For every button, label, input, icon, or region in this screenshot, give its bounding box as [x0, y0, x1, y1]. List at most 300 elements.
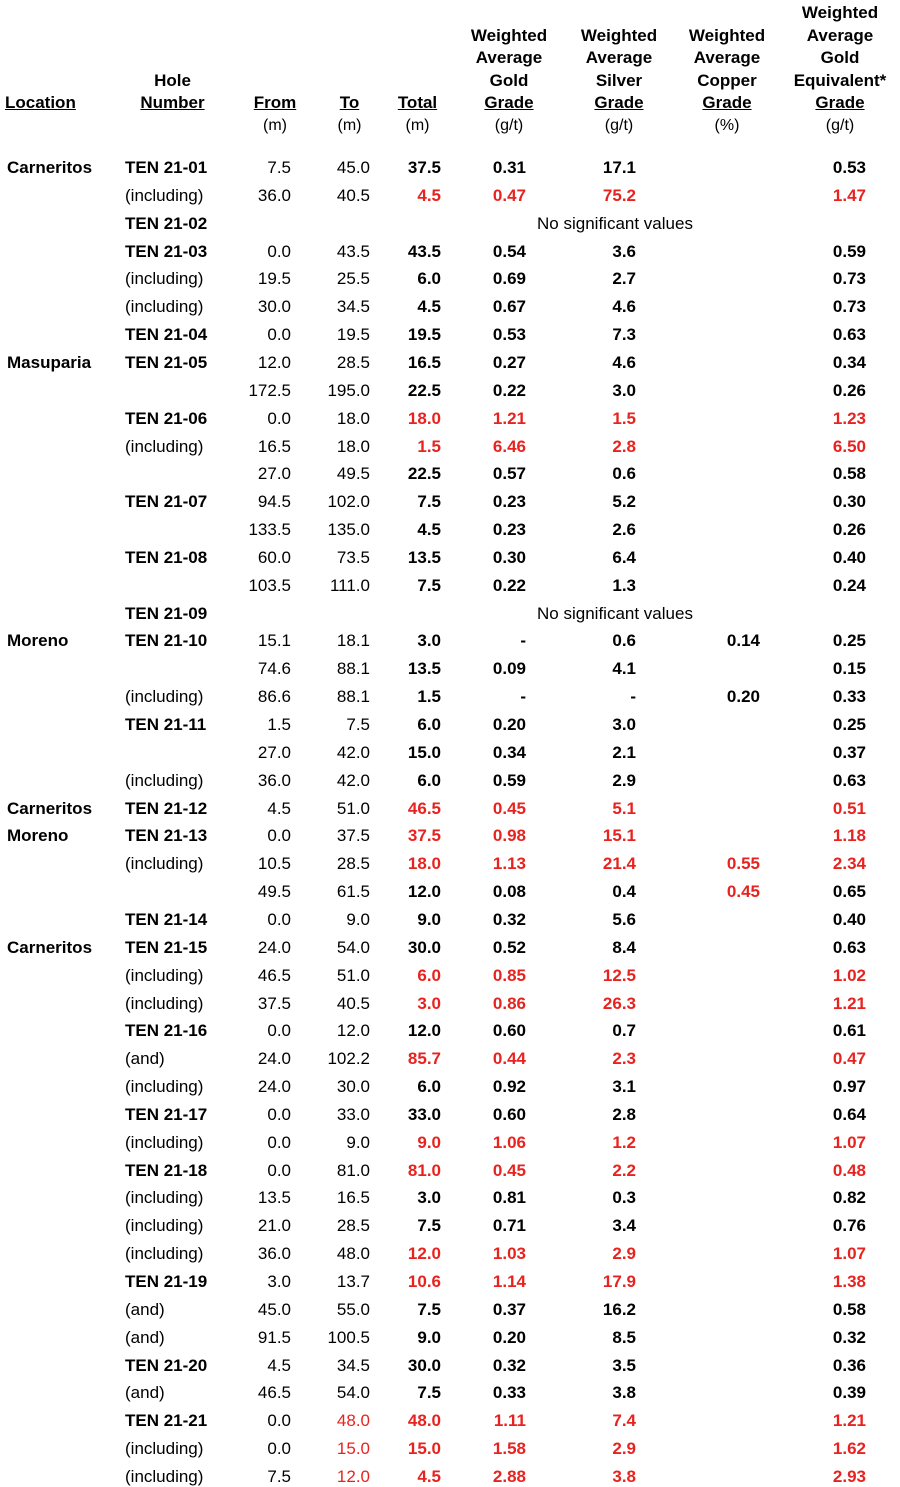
cell-hole: TEN 21-01 [125, 158, 208, 177]
cell-aueq: 0.63 [832, 325, 866, 345]
cell-from: 12.0 [257, 352, 291, 372]
cell-hole: (including) [125, 1244, 204, 1264]
cell-au: 0.20 [492, 715, 526, 734]
cell-aueq: 0.24 [832, 575, 866, 595]
cell-from: 60.0 [257, 547, 291, 567]
cell-to: 111.0 [329, 575, 370, 595]
cell-aueq: 1.38 [832, 1272, 866, 1291]
cell-total: 13.5 [407, 659, 441, 679]
cell-au: 6.46 [492, 436, 526, 456]
cell-total: 7.5 [417, 1299, 441, 1319]
cell-au: - [520, 687, 526, 707]
cell-from: 133.5 [248, 520, 291, 540]
cell-from: 27.0 [257, 464, 291, 484]
cell-total: 9.0 [417, 909, 441, 929]
cell-hole: (and) [125, 1327, 165, 1347]
cell-loc: Carneritos [7, 158, 93, 177]
cell-total: 6.0 [417, 965, 441, 985]
cell-aueq: 0.30 [832, 492, 866, 512]
cell-aueq: 1.02 [832, 965, 866, 985]
cell-total: 13.5 [407, 547, 441, 567]
cell-loc: Carneritos [7, 937, 93, 957]
cell-aueq: 0.33 [832, 687, 866, 707]
cell-ag: 7.3 [612, 325, 636, 345]
cell-from: 27.0 [257, 742, 291, 762]
cell-ag: 2.6 [612, 520, 636, 540]
cell-from: 94.5 [257, 492, 291, 512]
cell-hole: TEN 21-14 [125, 909, 208, 929]
cell-ag: 0.6 [612, 464, 636, 484]
cell-to: 54.0 [336, 1383, 370, 1403]
cell-total: 6.0 [417, 770, 441, 790]
cell-hole: (including) [125, 854, 204, 874]
header-to-line: To [339, 93, 360, 112]
cell-aueq: 6.50 [832, 436, 866, 456]
cell-ag: 3.6 [612, 241, 636, 261]
header-goldeq [785, 0, 895, 140]
cell-aueq: 1.21 [832, 1411, 866, 1431]
header-copper-line: Average [693, 48, 761, 67]
cell-to: 28.5 [336, 1216, 370, 1236]
cell-ag: 0.3 [612, 1188, 636, 1208]
cell-to: 7.5 [346, 715, 370, 734]
cell-to: 88.1 [336, 687, 370, 707]
header-copper-line: Grade [702, 93, 752, 112]
cell-to: 9.0 [346, 1132, 370, 1152]
cell-aueq: 0.58 [832, 1299, 866, 1319]
cell-to: 25.5 [336, 269, 370, 289]
header-from-line: From [253, 93, 297, 112]
cell-aueq: 1.21 [832, 993, 866, 1013]
cell-aueq: 0.25 [832, 631, 866, 651]
cell-au: 1.58 [492, 1439, 526, 1459]
cell-aueq: 0.63 [832, 937, 866, 957]
cell-to: 13.7 [336, 1272, 370, 1291]
cell-loc: Moreno [7, 826, 69, 846]
cell-aueq: 0.36 [832, 1355, 866, 1375]
header-to [322, 0, 377, 140]
cell-total: 18.0 [407, 408, 441, 428]
cell-aueq: 2.93 [832, 1466, 866, 1486]
cell-ag: 4.6 [612, 297, 636, 317]
cell-au: 0.85 [492, 965, 526, 985]
cell-au: 1.03 [492, 1244, 526, 1264]
cell-aueq: 1.23 [832, 408, 866, 428]
cell-aueq: 0.82 [832, 1188, 866, 1208]
cell-au: 0.59 [492, 770, 526, 790]
cell-total: 3.0 [417, 631, 441, 651]
cell-ag: 4.6 [612, 352, 636, 372]
cell-hole: TEN 21-02 [125, 213, 208, 233]
cell-ag: 2.8 [612, 1104, 636, 1124]
cell-total: 15.0 [407, 742, 441, 762]
cell-to: 19.5 [336, 325, 370, 345]
cell-to: 12.0 [336, 1466, 370, 1486]
cell-total: 18.0 [407, 854, 441, 874]
cell-hole: TEN 21-17 [125, 1104, 208, 1124]
cell-from: 103.5 [248, 575, 291, 595]
cell-from: 0.0 [267, 241, 291, 261]
cell-to: 18.0 [336, 436, 370, 456]
cell-ag: 12.5 [602, 965, 636, 985]
cell-ag: 17.9 [602, 1272, 636, 1291]
cell-au: 0.53 [492, 325, 526, 345]
cell-hole: (including) [125, 185, 204, 205]
cell-au: 0.86 [492, 993, 526, 1013]
cell-from: 24.0 [257, 1077, 291, 1097]
cell-au: 0.67 [492, 297, 526, 317]
cell-au: 0.92 [492, 1077, 526, 1097]
cell-au: 0.44 [492, 1049, 526, 1069]
cell-ag: 2.8 [612, 436, 636, 456]
header-copper-line: Copper [697, 70, 757, 90]
cell-total: 9.0 [417, 1327, 441, 1347]
cell-ag: 1.3 [612, 575, 636, 595]
cell-from: 37.5 [257, 993, 291, 1013]
header-silver-line: Average [585, 48, 653, 67]
cell-total: 10.6 [407, 1272, 441, 1291]
cell-au: 0.27 [492, 352, 526, 372]
cell-to: 40.5 [336, 993, 370, 1013]
cell-from: 0.0 [267, 1132, 291, 1152]
cell-hole: (including) [125, 1132, 204, 1152]
cell-from: 0.0 [267, 1411, 291, 1431]
cell-aueq: 0.15 [832, 659, 866, 679]
header-gold-line: Gold [489, 70, 529, 90]
cell-to: 12.0 [336, 1021, 370, 1041]
cell-total: 7.5 [417, 1216, 441, 1236]
cell-from: 36.0 [257, 770, 291, 790]
cell-aueq: 0.26 [832, 380, 866, 400]
cell-to: 51.0 [336, 798, 370, 818]
cell-from: 172.5 [248, 380, 291, 400]
cell-from: 46.5 [257, 1383, 291, 1403]
header-total [390, 0, 445, 140]
cell-hole: (including) [125, 1466, 204, 1486]
cell-aueq: 0.40 [832, 909, 866, 929]
cell-from: 4.5 [267, 1355, 291, 1375]
cell-to: 49.5 [336, 464, 370, 484]
cell-hole: (including) [125, 687, 204, 707]
header-copper [678, 0, 776, 140]
cell-total: 12.0 [407, 882, 441, 902]
cell-to: 9.0 [346, 909, 370, 929]
cell-hole: TEN 21-08 [125, 547, 208, 567]
cell-ag: 7.4 [612, 1411, 636, 1431]
cell-to: 102.2 [327, 1049, 370, 1069]
header-hole [130, 0, 215, 140]
cell-hole: TEN 21-10 [125, 631, 208, 651]
cell-to: 15.0 [336, 1439, 370, 1459]
cell-total: 37.5 [407, 158, 441, 177]
cell-from: 7.5 [267, 1466, 291, 1486]
cell-from: 10.5 [257, 854, 291, 874]
cell-au: 0.69 [492, 269, 526, 289]
cell-to: 18.1 [336, 631, 370, 651]
cell-hole: (including) [125, 770, 204, 790]
cell-au: 0.32 [492, 1355, 526, 1375]
cell-to: 45.0 [336, 158, 370, 177]
cell-from: 0.0 [267, 909, 291, 929]
cell-from: 30.0 [257, 297, 291, 317]
cell-total: 37.5 [407, 826, 441, 846]
cell-au: 1.06 [492, 1132, 526, 1152]
cell-to: 42.0 [336, 742, 370, 762]
cell-ag: - [630, 687, 636, 707]
header-silver [570, 0, 668, 140]
cell-from: 45.0 [257, 1299, 291, 1319]
cell-to: 43.5 [336, 241, 370, 261]
cell-ag: 21.4 [602, 854, 636, 874]
cell-hole: TEN 21-07 [125, 492, 208, 512]
cell-to: 16.5 [336, 1188, 370, 1208]
cell-total: 9.0 [417, 1132, 441, 1152]
header-copper-line: Weighted [688, 25, 766, 45]
cell-from: 16.5 [257, 436, 291, 456]
cell-ag: 3.0 [612, 715, 636, 734]
cell-ag: 15.1 [602, 826, 636, 846]
cell-ag: 3.4 [612, 1216, 636, 1236]
cell-cu: 0.14 [726, 631, 760, 651]
cell-aueq: 0.39 [832, 1383, 866, 1403]
cell-to: 48.0 [336, 1244, 370, 1264]
cell-total: 19.5 [407, 325, 441, 345]
cell-aueq: 0.25 [832, 715, 866, 734]
header-to-unit: (m) [337, 117, 362, 134]
cell-au: 0.45 [492, 1160, 526, 1180]
cell-total: 7.5 [417, 1383, 441, 1403]
cell-hole: TEN 21-18 [125, 1160, 208, 1180]
cell-au: 0.33 [492, 1383, 526, 1403]
cell-total: 85.7 [407, 1049, 441, 1069]
cell-to: 37.5 [336, 826, 370, 846]
cell-from: 74.6 [257, 659, 291, 679]
cell-ag: 4.1 [612, 659, 636, 679]
cell-ag: 1.5 [612, 408, 636, 428]
cell-to: 18.0 [336, 408, 370, 428]
header-copper-unit: (%) [714, 117, 740, 134]
cell-au: 0.98 [492, 826, 526, 846]
cell-au: 0.08 [492, 882, 526, 902]
cell-au: 0.34 [492, 742, 526, 762]
cell-cu: 0.45 [726, 882, 760, 902]
cell-total: 3.0 [417, 1188, 441, 1208]
cell-aueq: 0.97 [832, 1077, 866, 1097]
cell-total: 46.5 [407, 798, 441, 818]
cell-aueq: 1.07 [832, 1244, 866, 1264]
cell-aueq: 0.26 [832, 520, 866, 540]
cell-au: - [520, 631, 526, 651]
cell-from: 24.0 [257, 1049, 291, 1069]
cell-to: 40.5 [336, 185, 370, 205]
cell-total: 6.0 [417, 715, 441, 734]
cell-from: 19.5 [257, 269, 291, 289]
cell-total: 3.0 [417, 993, 441, 1013]
cell-au: 0.32 [492, 909, 526, 929]
cell-to: 34.5 [336, 297, 370, 317]
cell-aueq: 0.37 [832, 742, 866, 762]
cell-aueq: 0.48 [832, 1160, 866, 1180]
cell-total: 1.5 [417, 436, 441, 456]
cell-au: 0.23 [492, 520, 526, 540]
header-hole-line: Number [140, 93, 205, 112]
cell-ag: 3.1 [612, 1077, 636, 1097]
cell-ag: 2.3 [612, 1049, 636, 1069]
cell-au: 0.60 [492, 1021, 526, 1041]
cell-from: 0.0 [267, 408, 291, 428]
cell-aueq: 0.58 [832, 464, 866, 484]
cell-loc: Masuparia [7, 352, 92, 372]
cell-aueq: 0.40 [832, 547, 866, 567]
cell-au: 0.23 [492, 492, 526, 512]
no-significant-values: No significant values [537, 603, 693, 623]
cell-hole: (and) [125, 1383, 165, 1403]
cell-total: 81.0 [407, 1160, 441, 1180]
cell-from: 0.0 [267, 1104, 291, 1124]
cell-hole: (including) [125, 1077, 204, 1097]
cell-aueq: 0.47 [832, 1049, 866, 1069]
cell-ag: 8.4 [612, 937, 636, 957]
cell-aueq: 0.61 [832, 1021, 866, 1041]
cell-from: 3.0 [267, 1272, 291, 1291]
header-gold-line: Average [475, 48, 543, 67]
cell-to: 33.0 [336, 1104, 370, 1124]
cell-to: 51.0 [336, 965, 370, 985]
cell-au: 0.47 [492, 185, 526, 205]
header-goldeq-line: Weighted [801, 3, 879, 22]
cell-total: 7.5 [417, 575, 441, 595]
cell-from: 0.0 [267, 325, 291, 345]
cell-ag: 2.7 [612, 269, 636, 289]
cell-hole: TEN 21-03 [125, 241, 208, 261]
cell-total: 48.0 [407, 1411, 441, 1431]
cell-hole: (including) [125, 993, 204, 1013]
cell-total: 30.0 [407, 937, 441, 957]
cell-hole: TEN 21-21 [125, 1411, 208, 1431]
cell-from: 4.5 [267, 798, 291, 818]
cell-hole: (including) [125, 436, 204, 456]
cell-total: 30.0 [407, 1355, 441, 1375]
cell-to: 28.5 [336, 352, 370, 372]
cell-cu: 0.55 [726, 854, 760, 874]
cell-from: 21.0 [257, 1216, 291, 1236]
cell-to: 61.5 [336, 882, 370, 902]
cell-aueq: 0.59 [832, 241, 866, 261]
cell-total: 12.0 [407, 1021, 441, 1041]
cell-au: 0.22 [492, 380, 526, 400]
cell-ag: 2.9 [612, 1244, 636, 1264]
cell-ag: 3.8 [612, 1383, 636, 1403]
cell-hole: TEN 21-20 [125, 1355, 208, 1375]
cell-total: 12.0 [407, 1244, 441, 1264]
cell-ag: 5.2 [612, 492, 636, 512]
cell-to: 48.0 [336, 1411, 370, 1431]
header-gold-line: Weighted [470, 25, 548, 45]
cell-hole: TEN 21-05 [125, 352, 208, 372]
header-goldeq-line: Average [806, 25, 874, 45]
cell-to: 135.0 [327, 520, 370, 540]
cell-ag: 5.1 [612, 798, 636, 818]
cell-aueq: 0.76 [832, 1216, 866, 1236]
cell-ag: 3.8 [612, 1466, 636, 1486]
cell-ag: 2.9 [612, 770, 636, 790]
cell-hole: (including) [125, 965, 204, 985]
cell-to: 195.0 [327, 380, 370, 400]
cell-from: 0.0 [267, 1021, 291, 1041]
cell-hole: (including) [125, 1216, 204, 1236]
cell-ag: 0.7 [612, 1021, 636, 1041]
header-goldeq-unit: (g/t) [825, 117, 855, 134]
cell-au: 0.52 [492, 937, 526, 957]
cell-au: 1.21 [492, 408, 526, 428]
cell-ag: 75.2 [602, 185, 636, 205]
cell-aueq: 1.62 [832, 1439, 866, 1459]
cell-aueq: 0.73 [832, 297, 866, 317]
cell-to: 34.5 [336, 1355, 370, 1375]
header-gold-line: Grade [484, 93, 534, 112]
cell-au: 0.71 [492, 1216, 526, 1236]
cell-total: 4.5 [417, 520, 441, 540]
cell-hole: TEN 21-12 [125, 798, 208, 818]
cell-from: 7.5 [267, 158, 291, 177]
header-silver-line: Weighted [580, 25, 658, 45]
header-silver-line: Silver [595, 70, 643, 90]
cell-hole: TEN 21-15 [125, 937, 208, 957]
header-hole-line: Hole [154, 70, 191, 90]
cell-ag: 2.9 [612, 1439, 636, 1459]
cell-from: 46.5 [257, 965, 291, 985]
cell-to: 30.0 [336, 1077, 370, 1097]
cell-au: 0.45 [492, 798, 526, 818]
cell-total: 4.5 [417, 297, 441, 317]
cell-aueq: 0.32 [832, 1327, 866, 1347]
cell-hole: (and) [125, 1299, 165, 1319]
cell-hole: TEN 21-09 [125, 603, 208, 623]
cell-from: 24.0 [257, 937, 291, 957]
cell-aueq: 0.51 [832, 798, 866, 818]
cell-total: 15.0 [407, 1439, 441, 1459]
cell-from: 86.6 [257, 687, 291, 707]
cell-to: 55.0 [336, 1299, 370, 1319]
cell-ag: 2.1 [612, 742, 636, 762]
cell-hole: TEN 21-04 [125, 325, 208, 345]
cell-to: 28.5 [336, 854, 370, 874]
no-significant-values: No significant values [537, 213, 693, 233]
header-goldeq-line: Grade [815, 93, 865, 112]
header-silver-line: Grade [594, 93, 644, 112]
cell-total: 4.5 [417, 185, 441, 205]
header-goldeq-line: Gold [820, 48, 860, 67]
cell-aueq: 0.73 [832, 269, 866, 289]
header-from [245, 0, 305, 140]
cell-ag: 0.4 [612, 882, 636, 902]
cell-aueq: 0.34 [832, 352, 866, 372]
cell-hole: TEN 21-19 [125, 1272, 208, 1291]
cell-from: 0.0 [267, 1160, 291, 1180]
cell-ag: 3.0 [612, 380, 636, 400]
cell-cu: 0.20 [726, 687, 760, 707]
cell-total: 33.0 [407, 1104, 441, 1124]
cell-ag: 6.4 [612, 547, 636, 567]
cell-to: 100.5 [327, 1327, 370, 1347]
cell-ag: 26.3 [602, 993, 636, 1013]
header-from-unit: (m) [263, 117, 287, 134]
cell-to: 81.0 [336, 1160, 370, 1180]
cell-ag: 17.1 [602, 158, 636, 177]
cell-hole: (including) [125, 269, 204, 289]
cell-au: 0.31 [492, 158, 526, 177]
cell-to: 88.1 [336, 659, 370, 679]
